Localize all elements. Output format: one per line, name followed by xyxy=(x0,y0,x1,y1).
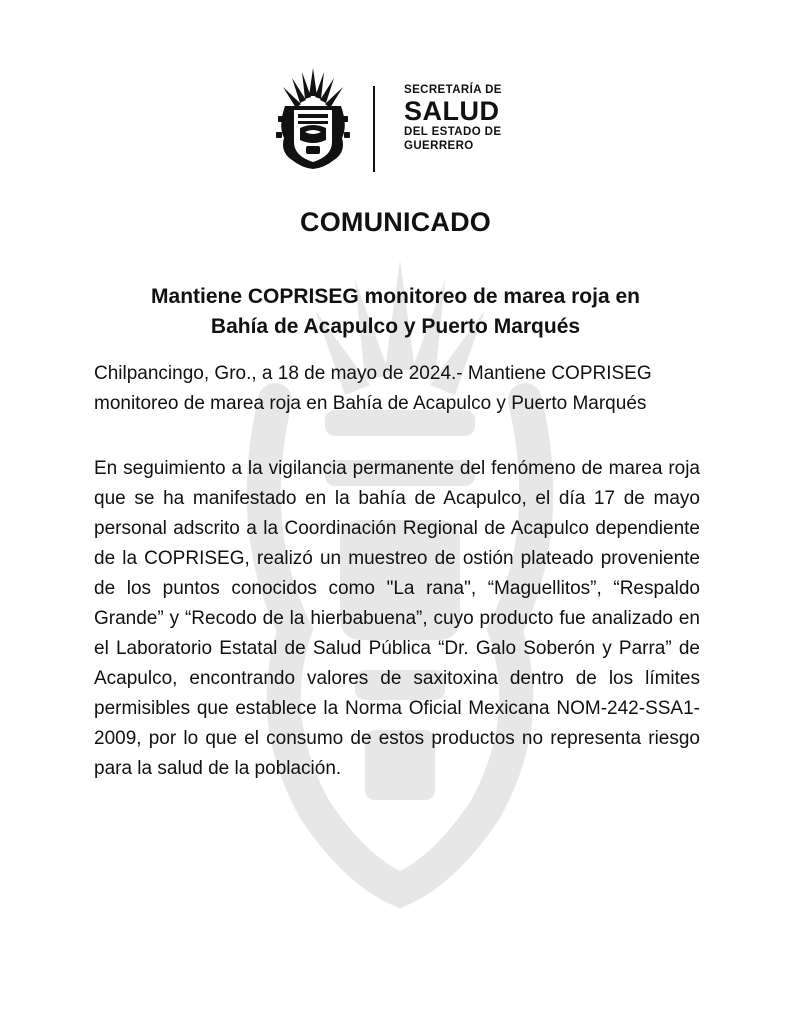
organization-name xyxy=(404,84,502,153)
guerrero-coat-of-arms-icon xyxy=(272,66,354,170)
headline-line-1: Mantiene COPRISEG monitoreo de marea roja en xyxy=(151,285,640,308)
document-type-heading: COMUNICADO xyxy=(300,207,491,237)
body-paragraph: En seguimiento a la vigilancia permanente del fenómeno de marea roja que se ha manifestado en la bahía de Acapulco, el día 17 de mayo personal adscrito a la Coordinación Regional de Acapulco dependiente de la COPRISEG, realizó un muestreo de ostión plateado proveniente de los puntos conocidos como "La rana", “Maguellitos”, “Respaldo Grande” y “Recodo de la hierbabuena”, cuyo producto fue analizado en el Laboratorio Estatal de Salud Pública “Dr. Galo Soberón y Parra” de Acapulco, encontrando valores de saxitoxina dentro de los límites permisibles que establece la Norma Oficial Mexicana NOM-242-SSA1-2009, por lo que el consumo de estos productos no representa riesgo para la salud de la población. xyxy=(94,458,700,779)
org-line-secretaria: SECRETARÍA DE xyxy=(404,84,502,96)
headline xyxy=(60,282,731,342)
header-divider xyxy=(373,86,375,172)
org-line-del-estado: DEL ESTADO DE xyxy=(404,126,502,138)
dateline-paragraph: Chilpancingo, Gro., a 18 de mayo de 2024.- Mantiene COPRISEG monitoreo de marea roja en Bahía de Acapulco y Puerto Marqués xyxy=(94,363,652,414)
headline-line-2: Bahía de Acapulco y Puerto Marqués xyxy=(210,315,581,338)
letterhead xyxy=(272,66,522,176)
org-line-salud: SALUD xyxy=(404,96,500,126)
org-line-guerrero: GUERRERO xyxy=(404,140,474,152)
